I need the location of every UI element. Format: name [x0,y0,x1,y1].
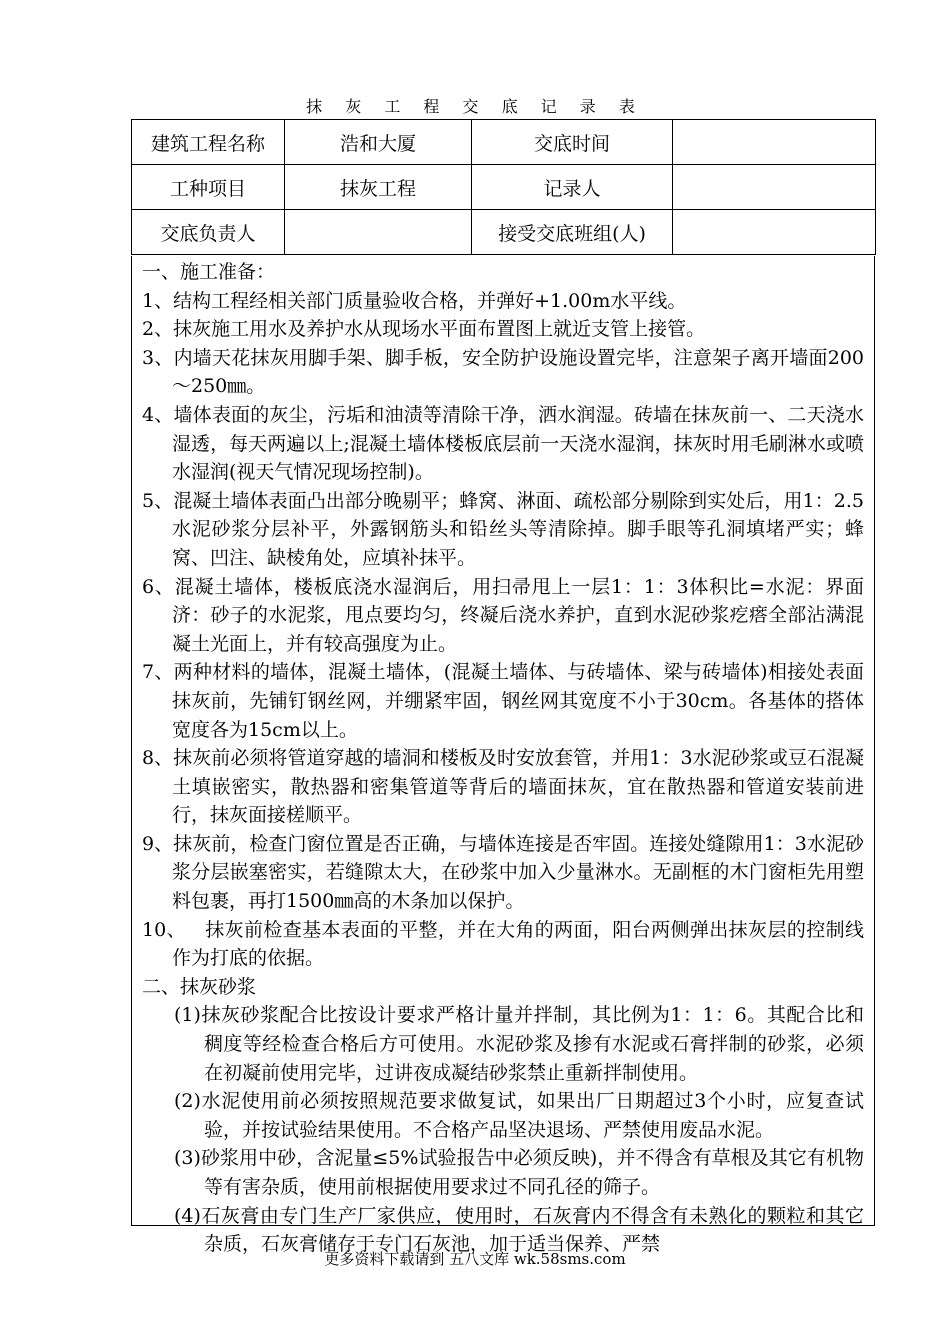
list-item: (4)石灰膏由专门生产厂家供应，使用时，石灰膏内不得含有未熟化的颗粒和其它杂质，石灰膏储存于专门石灰池，加于适当保养、严禁 [174,1204,864,1256]
list-item: (3)砂浆用中砂，含泥量≤5%试验报告中必须反映)，并不得含有草根及其它有机物等有害杂质，使用前根据使用要求过不同孔径的筛子。 [174,1147,864,1198]
info-table [131,119,876,255]
table-row [132,210,876,255]
receiving-team-value [673,210,876,255]
list-item: 1、结构工程经相关部门质量验收合格，并弹好+1.00m水平线。 [142,289,687,312]
recorder-label: 记录人 [472,165,673,210]
responsible-person-value [285,210,472,255]
responsible-person-label: 交底负责人 [132,210,285,255]
list-item: 3、内墙天花抹灰用脚手架、脚手板，安全防护设施设置完毕，注意架子离开墙面200～250㎜。 [142,346,864,398]
section-heading: 二、抹灰砂浆 [142,975,257,998]
work-type-value: 抹灰工程 [285,165,472,210]
receiving-team-label: 接受交底班组(人) [472,210,673,255]
list-item: (2)水泥使用前必须按照规范要求做复试，如果出厂日期超过3个小时，应复查试验，并按试验结果使用。不合格产品坚决退场、严禁使用废品水泥。 [174,1090,864,1141]
list-item: 4、墙体表面的灰尘，污垢和油渍等清除干净，洒水润湿。砖墙在抹灰前一、二天浇水湿透，每天两遍以上;混凝土墙体楼板底层前一天浇水湿润，抹灰时用毛刷淋水或喷水湿润(视天气情况现场控制)。 [142,403,864,484]
footer-note: 更多资料下载请到 五八文库 wk.58sms.com [324,1250,626,1268]
list-item: 9、抹灰前，检查门窗位置是否正确，与墙体连接是否牢固。连接处缝隙用1：3水泥砂浆分层嵌塞密实，若缝隙太大，在砂浆中加入少量淋水。无副框的木门窗柜先用塑料包裹，再打1500㎜高的木条加以保护。 [142,832,864,913]
work-type-label: 工种项目 [132,165,285,210]
section-heading: 一、施工准备： [142,261,276,283]
list-item: 8、抹灰前必须将管道穿越的墙洞和楼板及时安放套管，并用1：3水泥砂浆或豆石混凝土填嵌密实，散热器和密集管道等背后的墙面抹灰，宜在散热器和管道安装前进行，抹灰面接槎顺平。 [142,747,864,827]
document-title: 抹 灰 工 程 交 底 记 录 表 [306,97,644,116]
list-item: 10、 抹灰前检查基本表面的平整，并在大角的两面，阳台两侧弹出抹灰层的控制线作为打底的依据。 [142,918,864,970]
project-name-value: 浩和大厦 [285,120,472,165]
table-row [132,165,876,210]
handover-content [131,256,875,1256]
list-item: 5、混凝土墙体表面凸出部分晚剔平；蜂窝、淋面、疏松部分剔除到实处后，用1：2.5水泥砂浆分层补平，外露钢筋头和铅丝头等清除掉。脚手眼等孔洞填堵严实；蜂窝、凹注、缺棱角处，应填补抹平。 [142,489,864,569]
list-item: 7、两种材料的墙体，混凝土墙体，(混凝土墙体、与砖墙体、梁与砖墙体)相接处表面抹灰前，先铺钉钢丝网，并绷紧牢固，钢丝网其宽度不小于30cm。各基体的搭体宽度各为15cm以上。 [142,661,864,741]
table-row [132,120,876,165]
handover-time-label: 交底时间 [472,120,673,165]
recorder-value [673,165,876,210]
project-name-label: 建筑工程名称 [132,120,285,165]
list-item: (1)抹灰砂浆配合比按设计要求严格计量并拌制，其比例为1：1：6。其配合比和稠度等经检查合格后方可使用。水泥砂浆及掺有水泥或石膏拌制的砂浆，必须在初凝前使用完毕，过讲夜成凝结砂浆禁止重新拌制使用。 [174,1004,864,1084]
list-item: 2、抹灰施工用水及养护水从现场水平面布置图上就近支管上接管。 [142,318,706,341]
list-item: 6、混凝土墙体，楼板底浇水湿润后，用扫帚甩上一层1：1：3体积比=水泥：界面济：砂子的水泥浆，甩点要均匀，终凝后浇水养护，直到水泥砂浆疙瘩全部沾满混凝土光面上，并有较高强度为止。 [142,575,864,655]
handover-time-value [673,120,876,165]
